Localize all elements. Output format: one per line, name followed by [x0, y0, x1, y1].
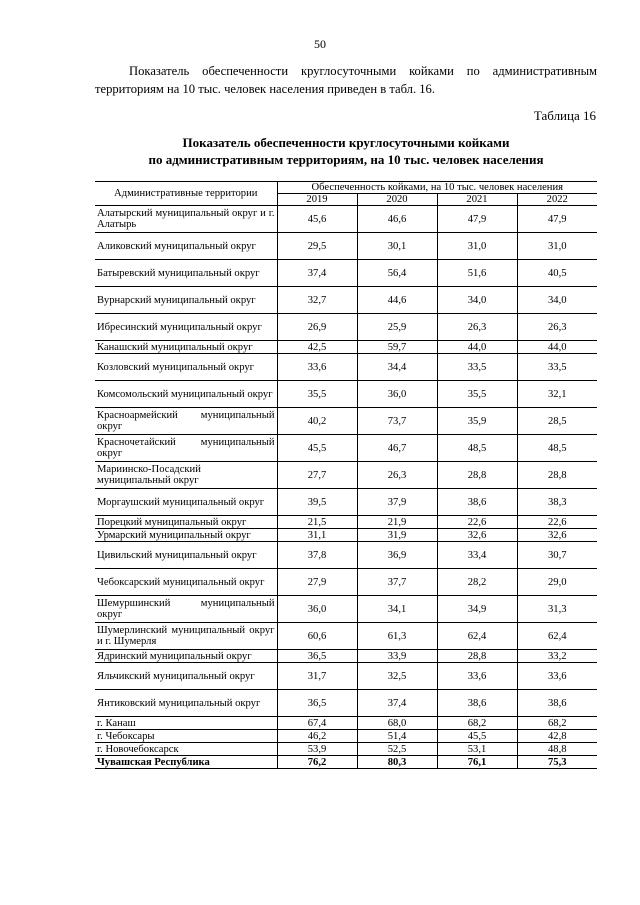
- value-2021: 28,8: [437, 462, 517, 489]
- table-row: [95, 381, 597, 408]
- value-2019: 21,5: [277, 516, 357, 529]
- value-2019: 53,9: [277, 743, 357, 756]
- value-2020: 36,9: [357, 542, 437, 569]
- value-2022: 48,5: [517, 435, 597, 462]
- value-2021: 47,9: [437, 206, 517, 233]
- table-title-line-2: по административным территориям, на 10 тыс. человек населения: [148, 152, 544, 167]
- value-2020: 37,7: [357, 569, 437, 596]
- value-2022: 31,0: [517, 233, 597, 260]
- header-territory: Административные территории: [95, 182, 277, 206]
- territory-name: Козловский муниципальный округ: [95, 354, 277, 381]
- value-2020: 61,3: [357, 623, 437, 650]
- value-2021: 32,6: [437, 529, 517, 542]
- value-2021: 26,3: [437, 314, 517, 341]
- value-2019: 37,8: [277, 542, 357, 569]
- territory-name: Моргаушский муниципальный округ: [95, 489, 277, 516]
- page-number: 50: [314, 37, 326, 51]
- value-2019: 37,4: [277, 260, 357, 287]
- value-2020: 34,1: [357, 596, 437, 623]
- value-2021: 44,0: [437, 341, 517, 354]
- value-2022: 42,8: [517, 730, 597, 743]
- territory-name: Батыревский муниципальный округ: [95, 260, 277, 287]
- table-row: [95, 623, 597, 650]
- value-2022: 32,1: [517, 381, 597, 408]
- territory-name: Шумерлинский муниципальный округ и г. Шумерля: [95, 623, 277, 650]
- territory-name: Канашский муниципальный округ: [95, 341, 277, 354]
- value-2022: 34,0: [517, 287, 597, 314]
- total-row: [95, 756, 597, 769]
- value-2021: 33,5: [437, 354, 517, 381]
- value-2020: 25,9: [357, 314, 437, 341]
- value-2021: 53,1: [437, 743, 517, 756]
- value-2020: 21,9: [357, 516, 437, 529]
- value-2020: 52,5: [357, 743, 437, 756]
- territory-name: Комсомольский муниципальный округ: [95, 381, 277, 408]
- value-2022: 33,6: [517, 663, 597, 690]
- provision-table: [95, 181, 597, 769]
- table-row: [95, 743, 597, 756]
- value-2021: 34,9: [437, 596, 517, 623]
- value-2022: 38,3: [517, 489, 597, 516]
- value-2019: 29,5: [277, 233, 357, 260]
- value-2019: 42,5: [277, 341, 357, 354]
- territory-name: Чебоксарский муниципальный округ: [95, 569, 277, 596]
- value-2022: 33,5: [517, 354, 597, 381]
- value-2022: 30,7: [517, 542, 597, 569]
- value-2020: 37,4: [357, 690, 437, 717]
- value-2021: 35,9: [437, 408, 517, 435]
- territory-name: Янтиковский муниципальный округ: [95, 690, 277, 717]
- value-2020: 32,5: [357, 663, 437, 690]
- value-2020: 46,7: [357, 435, 437, 462]
- value-2019: 67,4: [277, 717, 357, 730]
- value-2021: 33,6: [437, 663, 517, 690]
- value-2020: 33,9: [357, 650, 437, 663]
- table-row: [95, 260, 597, 287]
- territory-name: г. Новочебоксарск: [95, 743, 277, 756]
- value-2021: 22,6: [437, 516, 517, 529]
- header-provision-group: Обеспеченность койками, на 10 тыс. человек населения: [277, 182, 597, 194]
- table-row: [95, 408, 597, 435]
- value-2022: 28,8: [517, 462, 597, 489]
- value-2022: 28,5: [517, 408, 597, 435]
- value-2019: 33,6: [277, 354, 357, 381]
- territory-name: Аликовский муниципальный округ: [95, 233, 277, 260]
- value-2022: 31,3: [517, 596, 597, 623]
- header-year-2019: 2019: [277, 194, 357, 206]
- value-2022: 40,5: [517, 260, 597, 287]
- value-2021: 34,0: [437, 287, 517, 314]
- table-row: [95, 435, 597, 462]
- value-2021: 76,1: [437, 756, 517, 769]
- table-row: [95, 596, 597, 623]
- table-row: [95, 717, 597, 730]
- territory-name: г. Чебоксары: [95, 730, 277, 743]
- value-2022: 26,3: [517, 314, 597, 341]
- table-body: [95, 206, 597, 769]
- territory-name: Порецкий муниципальный округ: [95, 516, 277, 529]
- table-title: [95, 134, 597, 168]
- value-2019: 36,5: [277, 690, 357, 717]
- table-row: [95, 462, 597, 489]
- territory-name: Вурнарский муниципальный округ: [95, 287, 277, 314]
- value-2022: 33,2: [517, 650, 597, 663]
- value-2021: 48,5: [437, 435, 517, 462]
- territory-name: Яльчикский муниципальный округ: [95, 663, 277, 690]
- territory-name: Ядринский муниципальный округ: [95, 650, 277, 663]
- header-year-2020: 2020: [357, 194, 437, 206]
- value-2022: 62,4: [517, 623, 597, 650]
- value-2020: 46,6: [357, 206, 437, 233]
- table-row: [95, 287, 597, 314]
- value-2020: 73,7: [357, 408, 437, 435]
- value-2022: 22,6: [517, 516, 597, 529]
- value-2019: 31,7: [277, 663, 357, 690]
- table-row: [95, 529, 597, 542]
- value-2019: 26,9: [277, 314, 357, 341]
- value-2019: 27,7: [277, 462, 357, 489]
- value-2022: 38,6: [517, 690, 597, 717]
- territory-name: Урмарский муниципальный округ: [95, 529, 277, 542]
- value-2021: 35,5: [437, 381, 517, 408]
- table-row: [95, 314, 597, 341]
- value-2020: 51,4: [357, 730, 437, 743]
- table-row: [95, 663, 597, 690]
- value-2020: 80,3: [357, 756, 437, 769]
- territory-name: Мариинско-Посадский муниципальный округ: [95, 462, 277, 489]
- value-2021: 28,8: [437, 650, 517, 663]
- value-2019: 40,2: [277, 408, 357, 435]
- table-row: [95, 730, 597, 743]
- table-row: [95, 650, 597, 663]
- value-2021: 28,2: [437, 569, 517, 596]
- value-2022: 32,6: [517, 529, 597, 542]
- value-2020: 56,4: [357, 260, 437, 287]
- table-row: [95, 354, 597, 381]
- value-2019: 45,5: [277, 435, 357, 462]
- territory-name: Ибресинский муниципальный округ: [95, 314, 277, 341]
- value-2021: 38,6: [437, 489, 517, 516]
- value-2021: 62,4: [437, 623, 517, 650]
- value-2019: 60,6: [277, 623, 357, 650]
- territory-name: Красночетайский муниципальный округ: [95, 435, 277, 462]
- value-2019: 27,9: [277, 569, 357, 596]
- value-2020: 59,7: [357, 341, 437, 354]
- table-row: [95, 690, 597, 717]
- territory-name: Цивильский муниципальный округ: [95, 542, 277, 569]
- value-2021: 31,0: [437, 233, 517, 260]
- value-2020: 26,3: [357, 462, 437, 489]
- territory-name: г. Канаш: [95, 717, 277, 730]
- territory-name: Алатырский муниципальный округ и г. Алатырь: [95, 206, 277, 233]
- value-2020: 34,4: [357, 354, 437, 381]
- value-2021: 51,6: [437, 260, 517, 287]
- table-row: [95, 341, 597, 354]
- value-2019: 45,6: [277, 206, 357, 233]
- value-2019: 36,5: [277, 650, 357, 663]
- table-row: [95, 489, 597, 516]
- value-2020: 31,9: [357, 529, 437, 542]
- value-2022: 47,9: [517, 206, 597, 233]
- value-2020: 44,6: [357, 287, 437, 314]
- value-2021: 38,6: [437, 690, 517, 717]
- value-2019: 46,2: [277, 730, 357, 743]
- value-2022: 48,8: [517, 743, 597, 756]
- value-2020: 30,1: [357, 233, 437, 260]
- table-row: [95, 516, 597, 529]
- table-label: Таблица 16: [533, 108, 596, 123]
- header-year-2022: 2022: [517, 194, 597, 206]
- value-2019: 35,5: [277, 381, 357, 408]
- value-2022: 44,0: [517, 341, 597, 354]
- value-2021: 68,2: [437, 717, 517, 730]
- value-2022: 68,2: [517, 717, 597, 730]
- table-title-line-1: Показатель обеспеченности круглосуточными койками: [182, 135, 510, 150]
- header-year-2021: 2021: [437, 194, 517, 206]
- table-row: [95, 542, 597, 569]
- value-2021: 33,4: [437, 542, 517, 569]
- value-2019: 36,0: [277, 596, 357, 623]
- value-2020: 37,9: [357, 489, 437, 516]
- table-row: [95, 206, 597, 233]
- value-2019: 39,5: [277, 489, 357, 516]
- value-2020: 36,0: [357, 381, 437, 408]
- territory-name: Красноармейский муниципальный округ: [95, 408, 277, 435]
- value-2019: 32,7: [277, 287, 357, 314]
- value-2021: 45,5: [437, 730, 517, 743]
- value-2019: 31,1: [277, 529, 357, 542]
- territory-name: Шемуршинский муниципальный округ: [95, 596, 277, 623]
- territory-name: Чувашская Республика: [95, 756, 277, 769]
- value-2020: 68,0: [357, 717, 437, 730]
- value-2022: 29,0: [517, 569, 597, 596]
- table-row: [95, 233, 597, 260]
- value-2019: 76,2: [277, 756, 357, 769]
- value-2022: 75,3: [517, 756, 597, 769]
- table-row: [95, 569, 597, 596]
- intro-paragraph: Показатель обеспеченности круглосуточными койками по административным территориям на 10 тыс. человек населения приведен в табл. 16.: [95, 64, 597, 96]
